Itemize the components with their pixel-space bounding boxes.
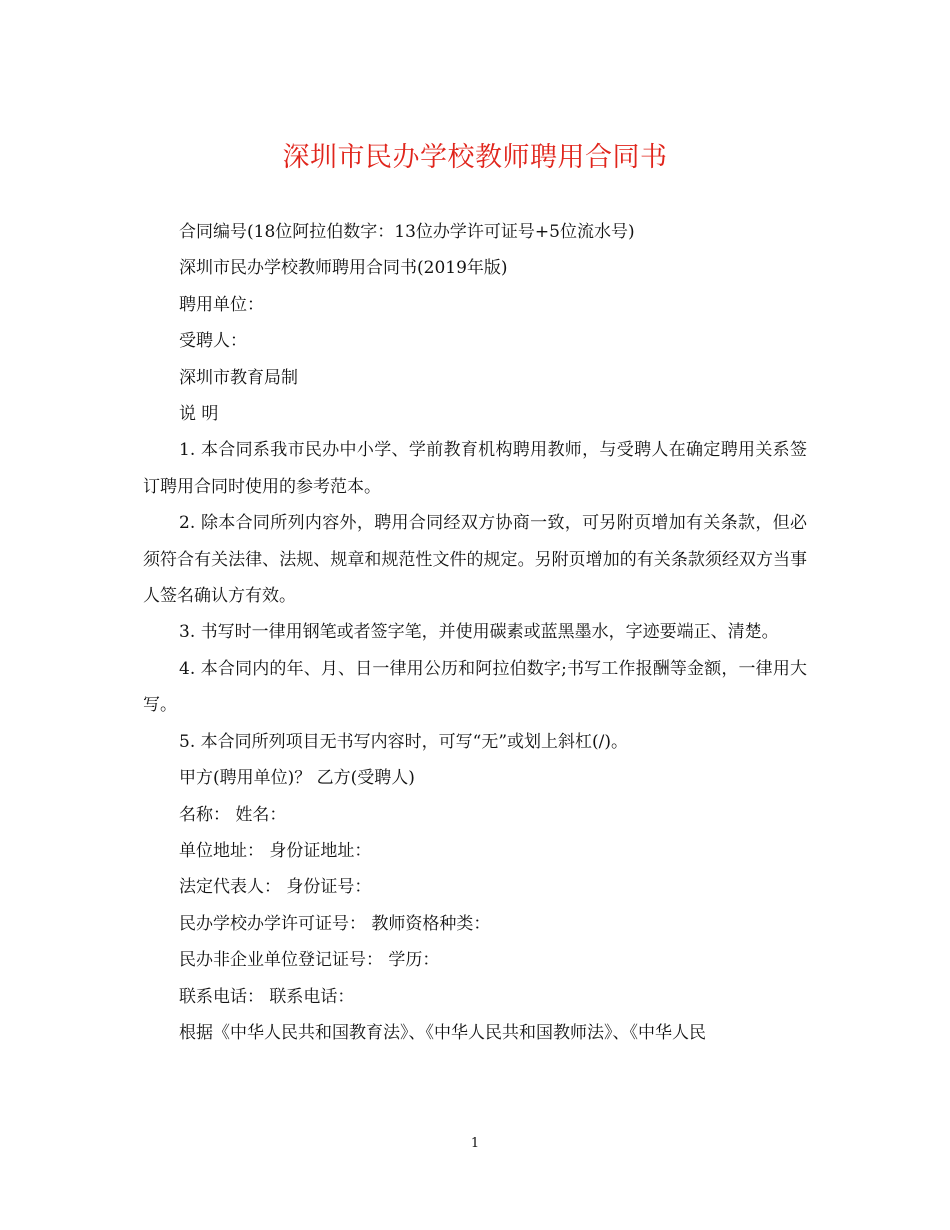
name-field-line: 名称： 姓名： (179, 804, 287, 825)
license-field-line: 民办学校办学许可证号： 教师资格种类： (179, 913, 491, 934)
instruction-item-1: 1. 本合同系我市民办中小学、学前教育机构聘用教师，与受聘人在确定聘用关系签订聘用合同时使用的参考范本。 (143, 440, 807, 497)
employer-line: 聘用单位： (179, 294, 264, 315)
employee-line: 受聘人： (179, 331, 247, 352)
instructions-heading: 说 明 (179, 404, 219, 425)
issuer-line: 深圳市教育局制 (179, 367, 298, 388)
page-number: 1 (470, 1136, 480, 1151)
document-title: 深圳市民办学校教师聘用合同书 (282, 142, 668, 173)
contract-version-line: 深圳市民办学校教师聘用合同书(2019年版) (179, 258, 508, 279)
registration-field-line: 民办非企业单位登记证号： 学历： (179, 950, 440, 971)
instruction-item-3: 3. 书写时一律用钢笔或者签字笔，并使用碳素或蓝黑墨水，字迹要端正、清楚。 (179, 622, 779, 643)
document-body (143, 214, 807, 1051)
legal-basis-line: 根据《中华人民共和国教育法》、《中华人民共和国教师法》、《中华人民 (179, 1022, 706, 1043)
contract-number-line: 合同编号(18位阿拉伯数字：13位办学许可证号+5位流水号) (179, 222, 635, 242)
instruction-item-2: 2. 除本合同所列内容外，聘用合同经双方协商一致，可另附页增加有关条款，但必须符合有关法律、法规、规章和规范性文件的规定。另附页增加的有关条款须经双方当事人签名确认方有效。 (143, 513, 807, 607)
representative-field-line: 法定代表人： 身份证号： (179, 877, 372, 898)
phone-field-line: 联系电话： 联系电话： (179, 986, 355, 1007)
parties-line: 甲方(聘用单位)？ 乙方(受聘人) (179, 768, 415, 789)
address-field-line: 单位地址： 身份证地址： (179, 840, 372, 861)
instruction-item-5: 5. 本合同所列项目无书写内容时，可写“无”或划上斜杠(/)。 (179, 731, 628, 752)
instruction-item-4: 4. 本合同内的年、月、日一律用公历和阿拉伯数字;书写工作报酬等金额，一律用大写。 (143, 658, 807, 716)
